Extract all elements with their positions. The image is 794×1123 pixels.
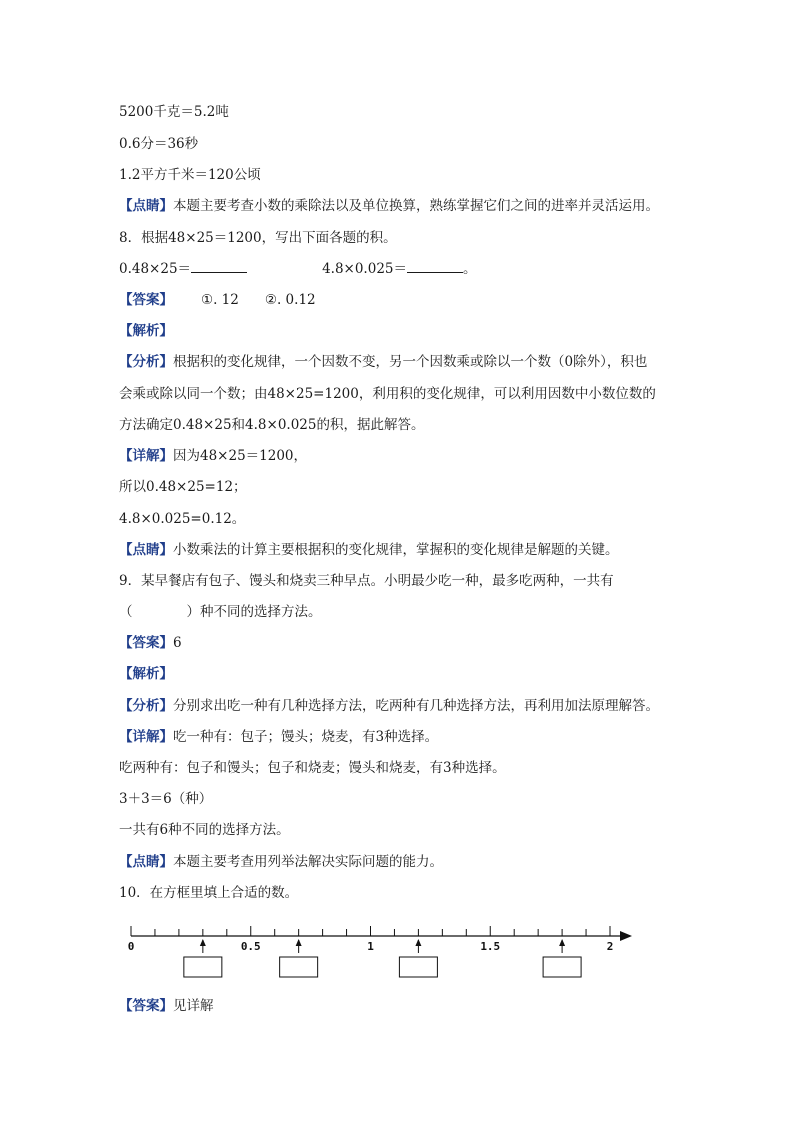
question-10-title: 10．在方框里填上合适的数。: [119, 885, 299, 901]
xiangjie-q9-line2: 吃两种有：包子和馒头；包子和烧麦；馒头和烧麦，有3种选择。: [119, 760, 506, 776]
answer-box[interactable]: [399, 957, 437, 977]
xiangjie-q8-line3: 4.8×0.025=0.12。: [119, 511, 246, 527]
dianjing-q8: 【点睛】小数乘法的计算主要根据积的变化规律，掌握积的变化规律是解题的关键。: [119, 542, 619, 558]
xiangjie-q8-line1: 【详解】因为48×25＝1200，: [119, 448, 308, 464]
question-9-title-line1: 9．某早餐店有包子、馒头和烧卖三种早点。小明最少吃一种，最多吃两种，一共有: [119, 573, 614, 589]
line-area-conversion: 1.2平方千米＝120公顷: [119, 167, 261, 183]
line-time-conversion: 0.6分＝36秒: [119, 136, 199, 152]
answer-box[interactable]: [280, 957, 318, 977]
fenxi-q8-line1: 【分析】根据积的变化规律，一个因数不变，另一个因数乘或除以一个数（0除外），积也: [119, 354, 648, 370]
number-line-figure: [115, 910, 645, 985]
jiexi-q8: 【解析】: [119, 323, 173, 339]
answer-blank-1[interactable]: [191, 260, 247, 273]
dianjing-q7: 【点睛】本题主要考查小数的乘除法以及单位换算，熟练掌握它们之间的进率并灵活运用。: [119, 198, 659, 214]
fenxi-q8-line3: 方法确定0.48×25和4.8×0.025的积，据此解答。: [119, 417, 425, 433]
line-weight-conversion: 5200千克＝5.2吨: [119, 104, 229, 120]
axis-label: 1: [367, 940, 374, 953]
axis-arrow-icon: [620, 931, 632, 941]
xiangjie-q8-line2: 所以0.48×25=12；: [119, 479, 247, 495]
fenxi-q8-line2: 会乘或除以同一个数；由48×25=1200，利用积的变化规律，可以利用因数中小数位数的: [119, 386, 656, 402]
xiangjie-q9-line4: 一共有6种不同的选择方法。: [119, 822, 290, 838]
jiexi-q9: 【解析】: [119, 666, 173, 682]
pointer-arrow-icon: [415, 939, 421, 946]
axis-label: 2: [606, 940, 614, 953]
axis-label: 0: [127, 940, 135, 953]
question-8-blanks: 0.48×25＝ 4.8×0.025＝ 。: [119, 261, 477, 277]
answer-blank-2[interactable]: [407, 260, 463, 273]
xiangjie-q9-line1: 【详解】吃一种有：包子；馒头；烧麦，有3种选择。: [119, 729, 439, 745]
answer-box[interactable]: [543, 957, 581, 977]
answer-q10: 【答案】见详解: [119, 998, 214, 1014]
answer-box[interactable]: [184, 957, 222, 977]
axis-label: 1.5: [480, 940, 501, 953]
question-9-title-line2: （ ）种不同的选择方法。: [119, 604, 322, 620]
answer-q8: 【答案】 ①. 12 ②. 0.12: [119, 292, 316, 308]
xiangjie-q9-line3: 3＋3＝6（种）: [119, 791, 213, 807]
pointer-arrow-icon: [296, 939, 302, 946]
pointer-arrow-icon: [559, 939, 565, 946]
dianjing-q9: 【点睛】本题主要考查用列举法解决实际问题的能力。: [119, 854, 443, 870]
fenxi-q9: 【分析】分别求出吃一种有几种选择方法，吃两种有几种选择方法，再利用加法原理解答。: [119, 698, 659, 714]
answer-q9: 【答案】6: [119, 635, 182, 651]
pointer-arrow-icon: [200, 939, 206, 946]
question-8-title: 8．根据48×25＝1200，写出下面各题的积。: [119, 230, 397, 246]
axis-label: 0.5: [240, 940, 261, 953]
